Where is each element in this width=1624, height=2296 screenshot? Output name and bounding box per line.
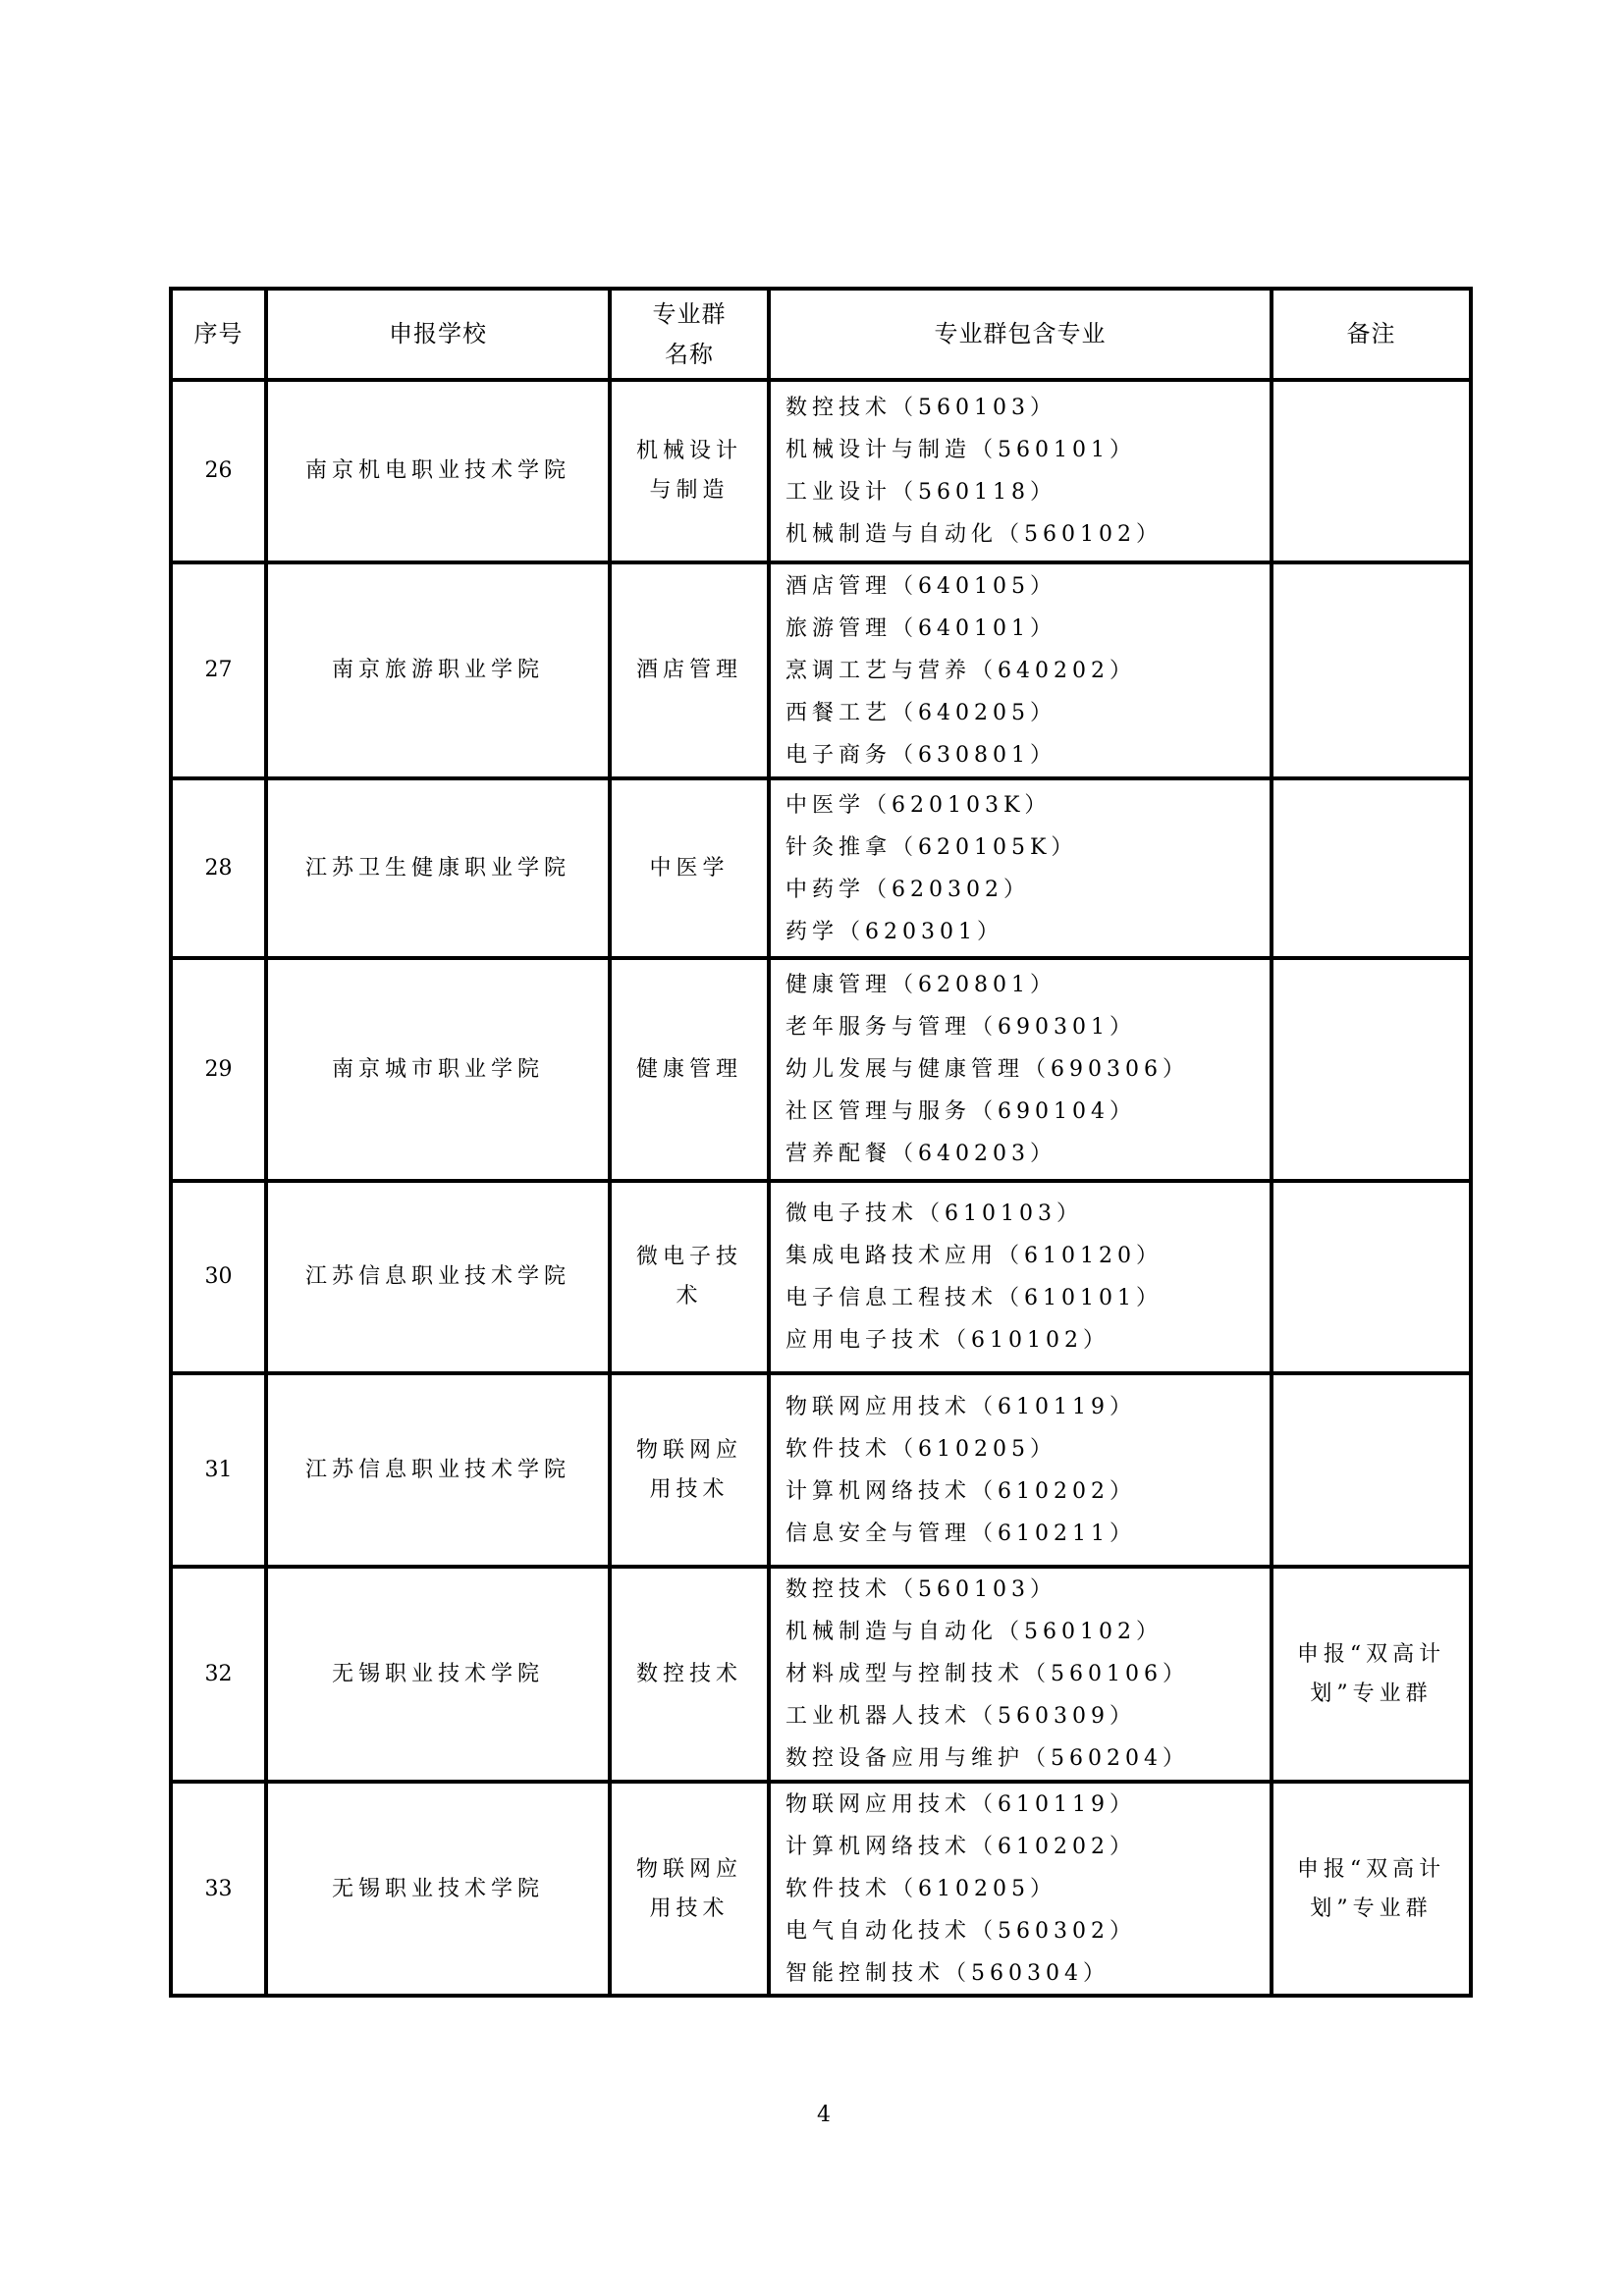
major-item: 数控技术（560103） (785, 1577, 1056, 1602)
major-item: 幼儿发展与健康管理（690306） (785, 1057, 1189, 1082)
row-note (1270, 1784, 1469, 1995)
row-majors (767, 564, 1270, 776)
major-item: 老年服务与管理（690301） (785, 1015, 1136, 1040)
row-note (1270, 960, 1469, 1179)
major-item: 数控设备应用与维护（560204） (785, 1746, 1189, 1771)
row-majors (767, 1183, 1270, 1371)
major-item: 针灸推拿（620105K） (785, 834, 1078, 860)
note-line: 申报“双高计 (1296, 1856, 1446, 1882)
group-name-line: 酒店管理 (635, 658, 742, 682)
row-majors (767, 1784, 1270, 1995)
row-majors (767, 960, 1270, 1179)
row-school: 南京城市职业学院 (264, 960, 608, 1179)
row-majors (767, 1569, 1270, 1780)
major-item: 中药学（620302） (785, 877, 1030, 902)
major-item: 机械制造与自动化（560102） (785, 1620, 1163, 1644)
row-group-name (608, 1375, 767, 1565)
group-name-line: 微电子技 (635, 1245, 742, 1269)
row-majors (767, 780, 1270, 956)
major-item: 电气自动化技术（560302） (785, 1919, 1136, 1944)
major-item: 智能控制技术（560304） (785, 1961, 1110, 1986)
group-name-line: 术 (676, 1284, 703, 1308)
row-group-name (608, 780, 767, 956)
table-row (173, 1179, 1469, 1371)
row-school: 无锡职业技术学院 (264, 1569, 608, 1780)
row-school: 无锡职业技术学院 (264, 1784, 608, 1995)
row-group-name (608, 960, 767, 1179)
group-name-line: 用技术 (649, 1896, 730, 1921)
header-majors: 专业群包含专业 (767, 291, 1270, 378)
row-seq: 32 (204, 1661, 233, 1686)
group-name-line: 健康管理 (635, 1056, 742, 1082)
note-line: 划”专业群 (1310, 1681, 1433, 1706)
table-header-row (173, 291, 1469, 378)
table-row (173, 378, 1469, 561)
major-item: 应用电子技术（610102） (785, 1328, 1110, 1353)
row-seq: 28 (204, 855, 233, 881)
header-seq: 序号 (193, 320, 244, 347)
major-item: 物联网应用技术（610119） (785, 1792, 1136, 1817)
major-item: 机械制造与自动化（560102） (785, 522, 1163, 547)
table-row (173, 1565, 1469, 1780)
major-item: 社区管理与服务（690104） (785, 1099, 1136, 1124)
major-item: 健康管理（620801） (785, 973, 1056, 997)
major-item: 营养配餐（640203） (785, 1142, 1056, 1166)
major-item: 酒店管理（640105） (785, 573, 1056, 599)
major-item: 药学（620301） (785, 919, 1003, 944)
major-item: 电子商务（630801） (785, 742, 1056, 768)
group-name-line: 与制造 (649, 478, 730, 503)
major-item: 软件技术（610205） (785, 1436, 1056, 1462)
group-name-line: 中医学 (649, 855, 730, 881)
major-item: 微电子技术（610103） (785, 1201, 1083, 1226)
major-item: 信息安全与管理（610211） (785, 1521, 1136, 1546)
group-name-line: 用技术 (649, 1476, 730, 1502)
header-group-name-line2: 名称 (665, 340, 714, 368)
row-note (1270, 382, 1469, 561)
row-seq: 29 (204, 1056, 233, 1082)
header-note: 备注 (1270, 291, 1469, 378)
row-school: 江苏信息职业技术学院 (264, 1375, 608, 1565)
page-number: 4 (817, 2103, 831, 2127)
table-row (173, 561, 1469, 776)
row-note (1270, 564, 1469, 776)
note-line: 申报“双高计 (1296, 1641, 1446, 1667)
major-item: 集成电路技术应用（610120） (785, 1244, 1163, 1268)
row-group-name (608, 1183, 767, 1371)
group-name-line: 物联网应 (635, 1437, 742, 1463)
table-row (173, 1780, 1469, 1994)
row-school: 江苏卫生健康职业学院 (264, 780, 608, 956)
major-item: 中医学（620103K） (785, 792, 1052, 818)
row-seq: 33 (204, 1876, 233, 1901)
major-item: 数控技术（560103） (785, 396, 1056, 420)
major-item: 机械设计与制造（560101） (785, 438, 1136, 462)
row-majors (767, 382, 1270, 561)
major-item: 烹调工艺与营养（640202） (785, 658, 1136, 683)
major-item: 工业设计（560118） (785, 480, 1056, 505)
row-school: 南京旅游职业学院 (264, 564, 608, 776)
header-school: 申报学校 (264, 291, 608, 378)
major-groups-table (169, 287, 1473, 1998)
major-item: 西餐工艺（640205） (785, 700, 1056, 725)
major-item: 软件技术（610205） (785, 1877, 1056, 1901)
row-group-name (608, 1784, 767, 1995)
row-school: 江苏信息职业技术学院 (264, 1183, 608, 1371)
row-school: 南京机电职业技术学院 (264, 382, 608, 561)
note-line: 划”专业群 (1310, 1896, 1433, 1921)
row-seq: 26 (204, 458, 233, 483)
header-group-name (608, 291, 767, 378)
table-row (173, 956, 1469, 1179)
major-item: 计算机网络技术（610202） (785, 1835, 1136, 1859)
row-group-name (608, 1569, 767, 1780)
row-note (1270, 780, 1469, 956)
row-group-name (608, 564, 767, 776)
table-row (173, 1371, 1469, 1565)
group-name-line: 数控技术 (635, 1661, 742, 1686)
group-name-line: 物联网应 (635, 1856, 742, 1882)
group-name-line: 机械设计 (635, 439, 742, 463)
major-item: 旅游管理（640101） (785, 615, 1056, 641)
header-group-name-line1: 专业群 (652, 299, 727, 328)
row-majors (767, 1375, 1270, 1565)
major-item: 材料成型与控制技术（560106） (785, 1662, 1189, 1686)
major-item: 工业机器人技术（560309） (785, 1704, 1136, 1729)
row-note (1270, 1569, 1469, 1780)
major-item: 计算机网络技术（610202） (785, 1478, 1136, 1504)
row-seq: 30 (204, 1264, 233, 1289)
row-seq: 27 (204, 658, 233, 682)
table-row (173, 776, 1469, 956)
row-group-name (608, 382, 767, 561)
major-item: 电子信息工程技术（610101） (785, 1286, 1163, 1310)
row-note (1270, 1375, 1469, 1565)
major-item: 物联网应用技术（610119） (785, 1394, 1136, 1419)
row-note (1270, 1183, 1469, 1371)
row-seq: 31 (204, 1457, 233, 1482)
